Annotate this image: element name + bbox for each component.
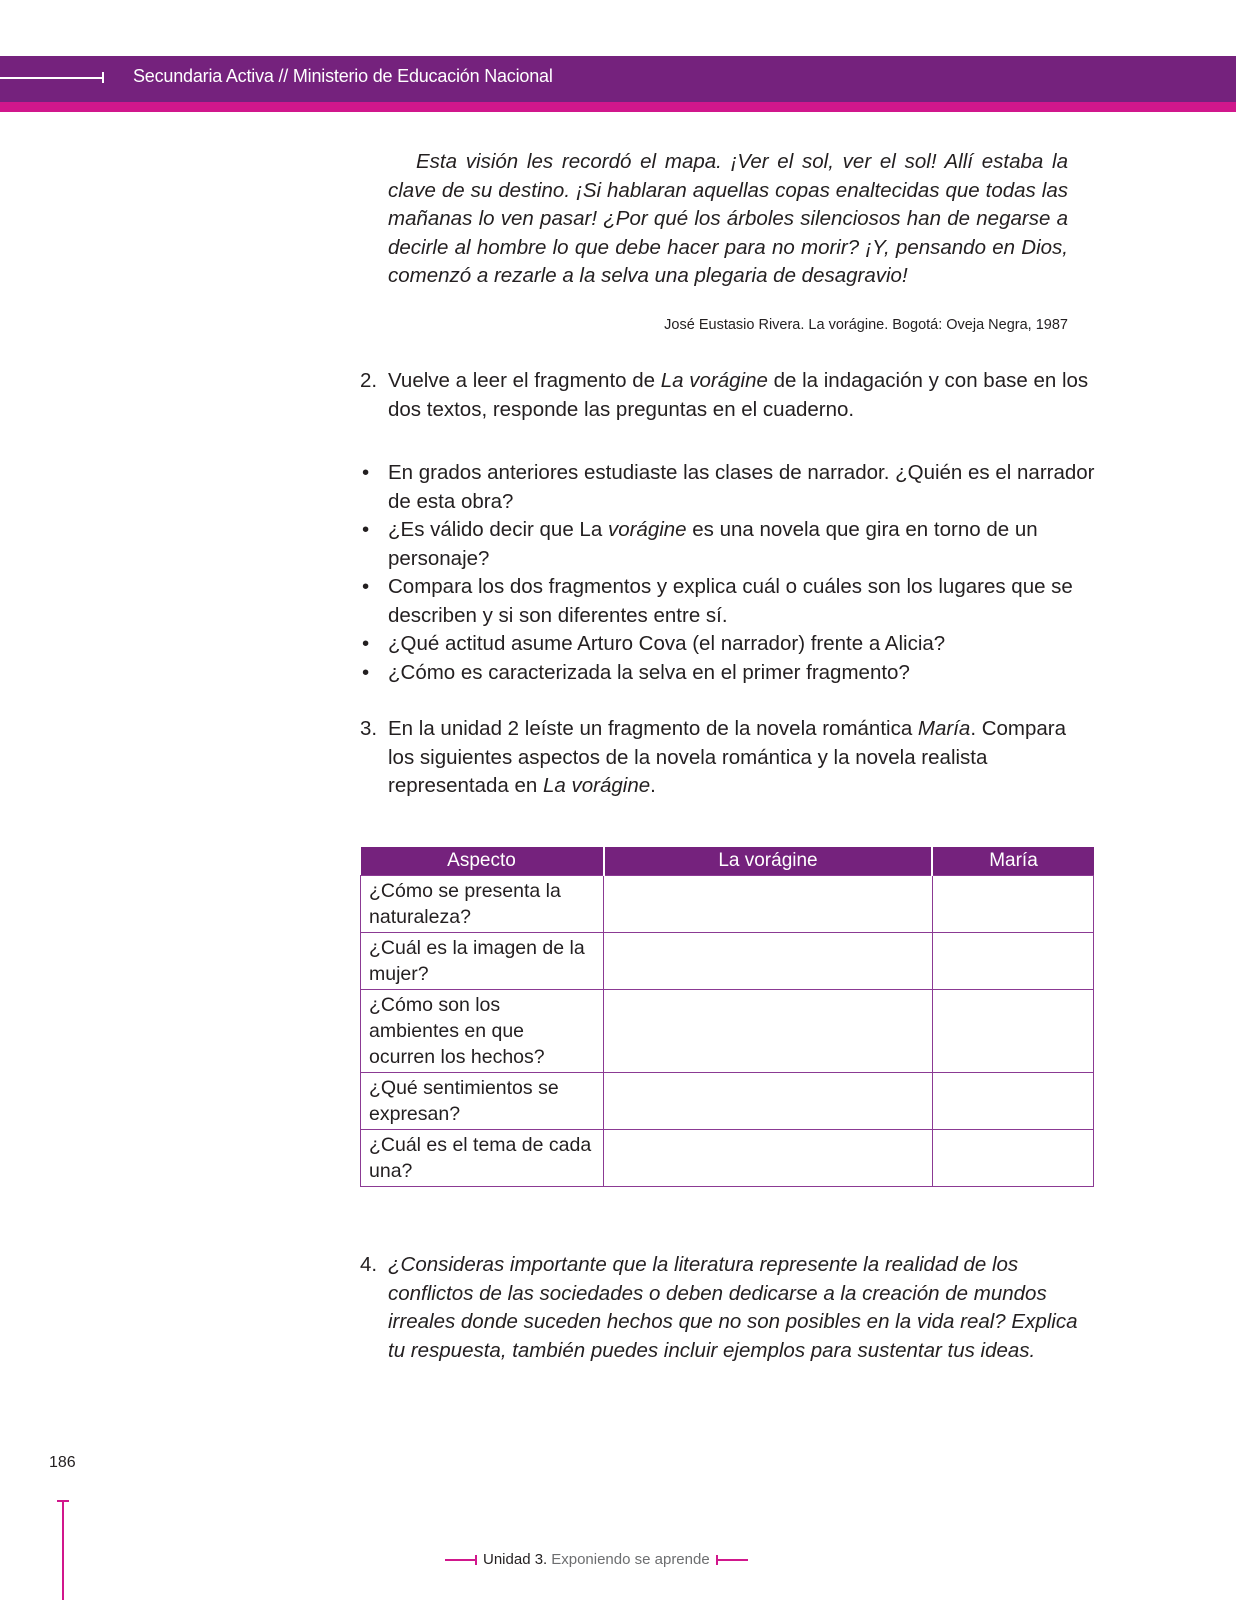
table-cell-answer[interactable] xyxy=(604,1130,933,1187)
list-item-text: Compara los dos fragmentos y explica cuál o cuáles son los lugares que se describen y si son diferentes entre sí. xyxy=(388,575,1073,627)
table-cell-answer[interactable] xyxy=(604,933,933,990)
book-title: La vorágine xyxy=(543,774,651,797)
book-title: La vorágine xyxy=(660,369,768,392)
table-cell-answer[interactable] xyxy=(932,876,1093,933)
question-text xyxy=(388,1251,1096,1365)
margin-rule xyxy=(62,1500,64,1600)
footer-unit-title: Exponiendo se aprende xyxy=(551,1551,710,1568)
table-cell-aspect: ¿Cuál es el tema de cada una? xyxy=(361,1130,604,1187)
question-text xyxy=(388,367,1096,424)
question-number: 3. xyxy=(360,717,378,740)
question-text-part: Vuelve a leer el fragmento de xyxy=(388,369,661,392)
book-title: vorágine xyxy=(607,518,687,541)
question-3 xyxy=(360,715,1096,801)
question-text-part: En la unidad 2 leíste un fragmento de la novela romántica xyxy=(388,717,918,740)
table-row xyxy=(361,876,1094,933)
list-item-text: es una novela que gira en torno de un personaje? xyxy=(388,518,1038,570)
footer-rule-left xyxy=(445,1559,475,1561)
table-cell-answer[interactable] xyxy=(604,876,933,933)
list-item-text: ¿Es válido decir que La xyxy=(388,518,608,541)
list-item: • ¿Es válido decir que La vorágine es una novela que gira en torno de un personaje? xyxy=(362,518,1038,570)
table-cell-answer[interactable] xyxy=(932,1073,1093,1130)
footer xyxy=(445,1551,748,1568)
table-row xyxy=(361,1073,1094,1130)
quote-citation: José Eustasio Rivera. La vorágine. Bogotá: Oveja Negra, 1987 xyxy=(664,317,1068,333)
header-accent-stripe xyxy=(0,102,1236,112)
table-cell-answer[interactable] xyxy=(932,933,1093,990)
question-text-part: . xyxy=(650,774,656,797)
table-cell-aspect: ¿Cuál es la imagen de la mujer? xyxy=(361,933,604,990)
list-item-text: ¿Qué actitud asume Arturo Cova (el narrador) frente a Alicia? xyxy=(388,632,946,655)
quote-block xyxy=(388,148,1068,291)
column-header-maria: María xyxy=(932,847,1093,876)
column-header-la-voragine: La vorágine xyxy=(604,847,933,876)
table-cell-answer[interactable] xyxy=(604,990,933,1073)
table-cell-answer[interactable] xyxy=(932,1130,1093,1187)
quote-text: Esta visión les recordó el mapa. ¡Ver el sol, ver el sol! Allí estaba la clave de su destino. ¡Si hablaran aquellas copas enaltecidas que todas las mañanas lo ven pasar! ¿Por qué los árboles silenciosos han de negarse a decirle al hombre lo que debe hacer para no morir? ¡Y, pensando en Dios, comenzó a rezarle a la selva una plegaria de desagravio! xyxy=(388,150,1068,287)
list-item: • En grados anteriores estudiaste las clases de narrador. ¿Quién es el narrador de esta obra? xyxy=(362,461,1095,513)
table-header-row xyxy=(361,847,1094,876)
question-number: 4. xyxy=(360,1253,378,1276)
question-text-italic: ¿Consideras importante que la literatura represente la realidad de los conflictos de las sociedades o deben dedicarse a la creación de mundos irreales donde suceden hechos que no son posibles en la vida real? Explica tu respuesta, también puedes incluir ejemplos para sustentar tus ideas. xyxy=(388,1253,1078,1362)
table-cell-aspect: ¿Cómo son los ambientes en que ocurren los hechos? xyxy=(361,990,604,1073)
list-item-text: En grados anteriores estudiaste las clases de narrador. ¿Quién es el narrador de esta obra? xyxy=(388,461,1095,513)
list-item: • Compara los dos fragmentos y explica cuál o cuáles son los lugares que se describen y si son diferentes entre sí. xyxy=(362,575,1073,627)
list-item: • ¿Cómo es caracterizada la selva en el primer fragmento? xyxy=(362,660,910,684)
table-row xyxy=(361,990,1094,1073)
question-text xyxy=(388,715,1096,801)
table-cell-answer[interactable] xyxy=(604,1073,933,1130)
book-title: María xyxy=(917,717,971,740)
table-cell-aspect: ¿Cómo se presenta la naturaleza? xyxy=(361,876,604,933)
footer-rule-right xyxy=(718,1559,748,1561)
question-text-part: . Compara los siguientes aspectos de la novela romántica y la novela realista representada en xyxy=(388,717,1067,797)
footer-tick-left xyxy=(475,1555,477,1565)
comparison-table xyxy=(360,847,1094,1187)
header-rule-tick xyxy=(102,72,104,83)
table-row xyxy=(361,1130,1094,1187)
footer-unit-label: Unidad 3. xyxy=(483,1551,548,1568)
header-rule xyxy=(0,77,104,79)
list-item: • ¿Qué actitud asume Arturo Cova (el narrador) frente a Alicia? xyxy=(362,632,946,655)
page-number: 186 xyxy=(49,1454,76,1471)
header-title: Secundaria Activa // Ministerio de Educación Nacional xyxy=(133,66,553,86)
column-header-aspecto: Aspecto xyxy=(361,847,604,876)
table-cell-aspect: ¿Qué sentimientos se expresan? xyxy=(361,1073,604,1130)
table-row xyxy=(361,933,1094,990)
question-list xyxy=(360,459,1096,687)
question-text-part: de la indagación y con base en los dos textos, responde las preguntas en el cuaderno. xyxy=(388,369,1089,421)
table-cell-answer[interactable] xyxy=(932,990,1093,1073)
question-4 xyxy=(360,1251,1096,1365)
question-number: 2. xyxy=(360,369,378,392)
question-2 xyxy=(360,367,1096,424)
list-item-text: ¿Cómo es caracterizada la selva en el primer fragmento? xyxy=(388,660,910,684)
